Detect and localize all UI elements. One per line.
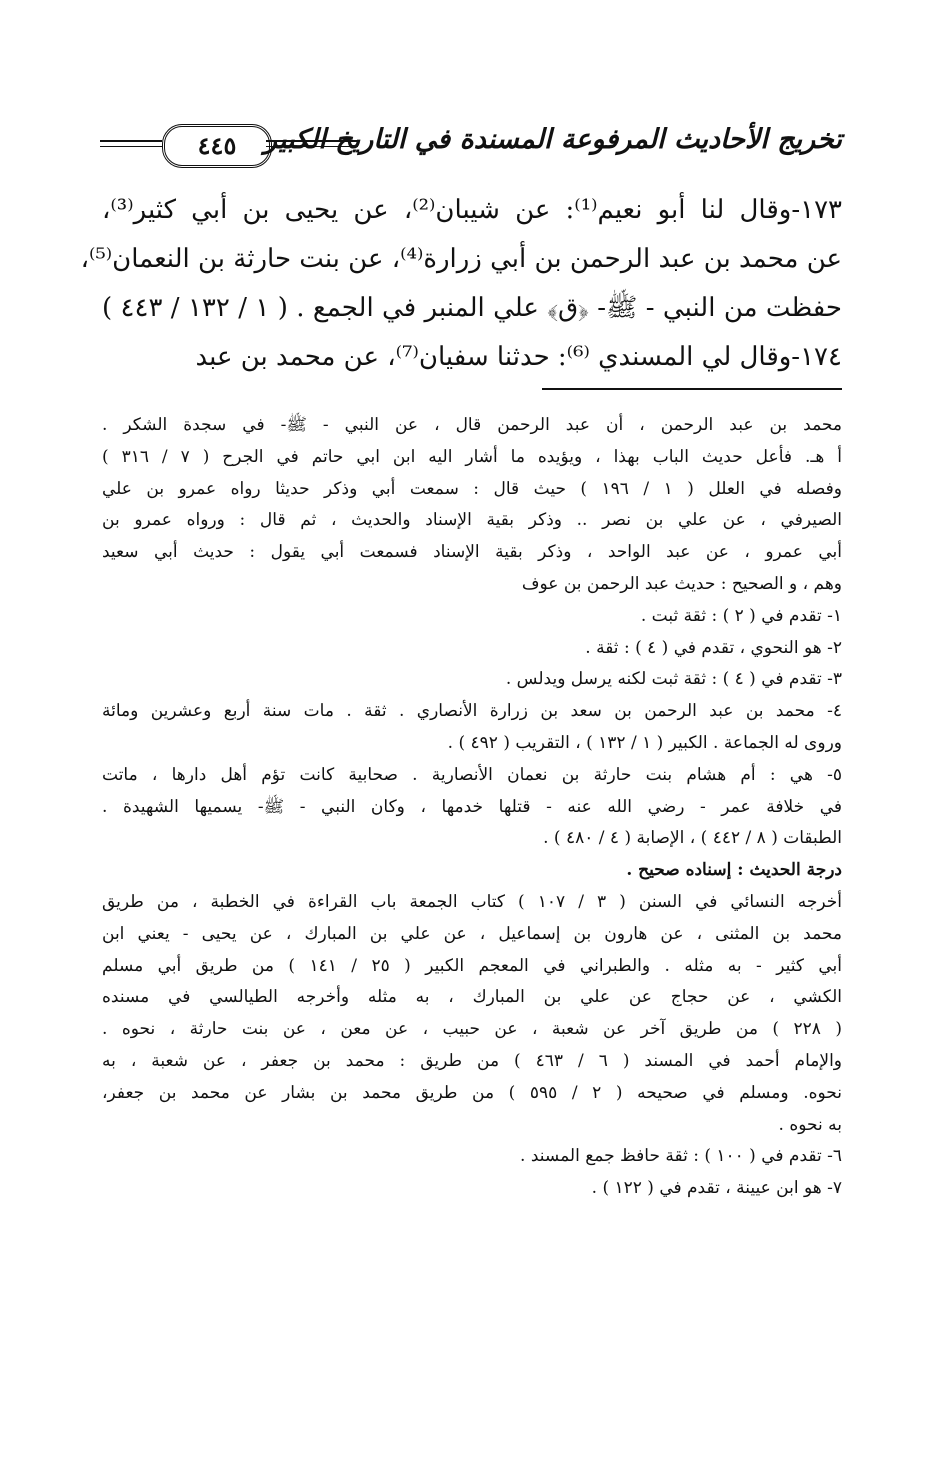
running-header <box>100 118 842 170</box>
footnote-line: محمد بن عبد الرحمن ، أن عبد الرحمن قال ، عن النبي - ﷺ- في سجدة الشكر . <box>102 415 842 435</box>
footnote-1: ١- تقدم في ( ٢ ) : ثقة ثبت . <box>640 605 842 626</box>
hadith-line: حفظت من النبي - ﷺ- ﴿ق﴾ علي المنبر في الجمع . ( ١ / ١٣٢ / ٤٤٣ ) <box>102 293 842 323</box>
footnote-line: أ هـ. فأعل حديث الباب بهذا ، ويؤيده ما أشار اليه ابن ابي حاتم في الجرح ( ٧ / ٣١٦ ) <box>102 446 842 467</box>
footnote-6: ٦- تقدم في ( ١٠٠ ) : ثقة حافظ جمع المسند . <box>520 1146 842 1167</box>
hadith-line: ١٧٤-وقال لي المسندي ⁽⁶⁾: حدثنا سفيان⁽⁷⁾، عن محمد بن عبد <box>195 342 842 372</box>
takhrij-line: الكشي ، عن حجاج عن علي بن المبارك ، به مثله وأخرجه الطيالسي في مسنده <box>102 987 842 1008</box>
footnote-2: ٢- هو النحوي ، تقدم في ( ٤ ) : ثقة . <box>585 637 842 658</box>
header-rule-left-lower <box>100 146 162 147</box>
takhrij-line: والإمام أحمد في المسند ( ٦ / ٤٦٣ ) من طريق : محمد بن جعفر ، عن شعبة ، به <box>102 1050 842 1071</box>
header-rule-lower <box>266 146 358 147</box>
takhrij-line: ( ٢٢٨ ) من طريق آخر عن شعبة ، عن حبيب ، عن معن ، عن بنت حارثة ، نحوه . <box>102 1019 842 1040</box>
footnote-4-cont: وروى له الجماعة . الكبير ( ١ / ١٣٢ ) ، التقريب ( ٤٩٢ ) . <box>447 732 842 753</box>
footnote-7: ٧- هو ابن عيينة ، تقدم في ( ١٢٢ ) . <box>591 1178 842 1199</box>
hadith-line: ١٧٣-وقال لنا أبو نعيم⁽¹⁾: عن شيبان⁽²⁾، عن يحيى بن أبي كثير⁽³⁾، <box>102 195 843 225</box>
footnote-4: ٤- محمد بن عبد الرحمن بن سعد بن زرارة الأنصاري . ثقة . مات سنة أربع وعشرين ومائة <box>102 701 842 722</box>
takhrij-line: محمد بن المثنى ، عن هارون بن إسماعيل ، عن علي بن المبارك ، عن يحيى - يعني ابن <box>102 923 842 944</box>
footnote-5-cont: في خلافة عمر - رضي الله عنه - قتلها خدمها ، وكان النبي - ﷺ- يسميها الشهيدة . <box>102 796 842 817</box>
footnote-5-cont: الطبقات ( ٨ / ٤٤٢ ) ، الإصابة ( ٤ / ٤٨٠ ) . <box>543 828 842 849</box>
footnote-line: الصيرفي ، عن علي بن نصر .. وذكر بقية الإسناد والحديث ، ثم قال : ورواه عمرو بن <box>102 510 842 531</box>
hadith-text <box>80 186 843 382</box>
hadith-grade: درجة الحديث : إسناده صحيح . <box>626 860 842 881</box>
page-number: ٤٤٥ <box>162 124 272 168</box>
header-rule-upper <box>266 140 358 142</box>
footnote-line: وهم ، و الصحيح : حديث عبد الرحمن بن عوف <box>521 573 842 594</box>
takhrij-line: أبي كثير - به مثله . والطبراني في المعجم الكبير ( ٢٥ / ١٤١ ) من طريق أبي مسلم <box>102 955 842 976</box>
header-rule-left-upper <box>100 140 162 142</box>
hadith-line: عن محمد بن عبد الرحمن بن أبي زرارة⁽⁴⁾، عن بنت حارثة بن النعمان⁽⁵⁾، <box>80 244 842 274</box>
footnote-line: وفصله في العلل ( ١ / ١٩٦ ) حيث قال : سمعت أبي وذكر حديثا رواه عمرو بن علي <box>102 478 842 499</box>
footnote-separator <box>542 388 842 390</box>
takhrij-line: نحوه. ومسلم في صحيحه ( ٢ / ٥٩٥ ) من طريق محمد بن بشار عن محمد بن جعفر، <box>102 1082 842 1103</box>
footnote-3: ٣- تقدم في ( ٤ ) : ثقة ثبت لكنه يرسل ويدلس . <box>505 669 842 690</box>
takhrij-line: به نحوه . <box>778 1114 842 1135</box>
book-title: تخريج الأحاديث المرفوعة المسندة في التاريخ الكبير <box>264 124 842 155</box>
takhrij-line: أخرجه النسائي في السنن ( ٣ / ١٠٧ ) كتاب الجمعة باب القراءة في الخطبة ، من طريق <box>102 891 842 912</box>
footnotes <box>102 410 842 1205</box>
footnote-line: أبي عمرو ، عن عبد الواحد ، وذكر بقية الإسناد فسمعت أبي يقول : حديث أبي سعيد <box>102 542 842 563</box>
footnote-5: ٥- هي : أم هشام بنت حارثة بن نعمان الأنصارية . صحابية كانت تؤم أهل دارها ، ماتت <box>102 764 842 785</box>
